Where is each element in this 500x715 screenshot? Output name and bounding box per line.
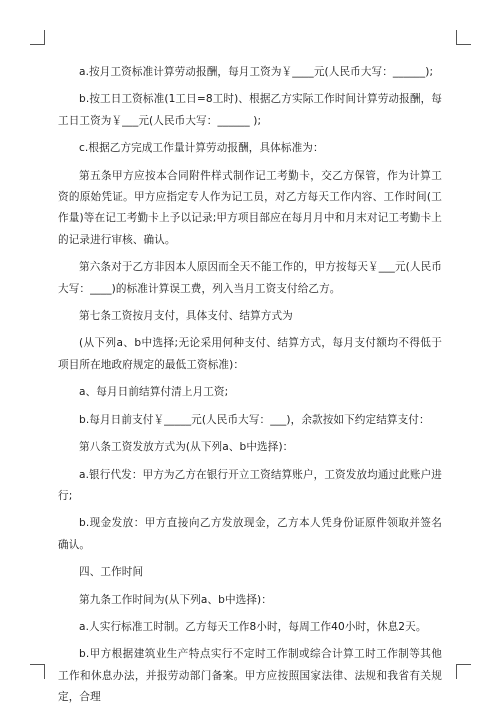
paragraph: b.甲方根据建筑业生产特点实行不定时工作制或综合计算工时工作制等其他工作和休息办法，并报劳动部门备案。甲方应按照国家法律、法规和我省有关规定，合理 bbox=[58, 648, 442, 704]
paragraph: 第五条甲方应按本合同附件样式制作记工考勤卡，交乙方保管，作为计算工资的原始凭证。甲方应指定专人作为记工员，对乙方每天工作内容、工作时间(工作量)等在记工考勤卡上予以记录;甲方项目部应在每月月中和月末对记工考勤卡上的记录进行审核、确认。 bbox=[58, 169, 442, 246]
paragraph: 第六条对于乙方非因本人原因而全天不能工作的，甲方按每天￥___元(人民币大写：____)的标准计算误工费，列入当月工资支付给乙方。 bbox=[58, 261, 442, 295]
paragraph: b.按工日工资标准(1工日=8工时)、根据乙方实际工作时间计算劳动报酬，每工日工资为￥___元(人民币大写：______ ); bbox=[58, 93, 442, 127]
paragraph: a.按月工资标准计算劳动报酬，每月工资为￥____元(人民币大写：______); bbox=[79, 66, 434, 78]
crop-mark-bottom-left bbox=[30, 664, 45, 679]
paragraph: 第八条工资发放方式为(从下列a、b中选择)： bbox=[79, 441, 294, 454]
paragraph: 第七条工资按月支付，具体支付、结算方式为 bbox=[79, 310, 293, 323]
section-heading: 四、工作时间 bbox=[79, 566, 144, 579]
paragraph: a、每月日前结算付清上月工资; bbox=[79, 386, 229, 399]
paragraph: b.每月日前支付￥_____元(人民币大写：___)，余款按如下约定结算支付： bbox=[79, 413, 430, 426]
paragraph: 第九条工作时间为(从下列a、b中选择)： bbox=[79, 593, 272, 606]
crop-mark-bottom-right bbox=[456, 664, 471, 679]
crop-mark-top-right bbox=[456, 30, 471, 45]
paragraph: c.根据乙方完成工作量计算劳动报酬，具体标准为： bbox=[79, 142, 324, 155]
paragraph: b.现金发放：甲方直接向乙方发放现金，乙方本人凭身份证原件领取并签名确认。 bbox=[58, 517, 442, 551]
paragraph: a.银行代发：甲方为乙方在银行开立工资结算账户，工资发放均通过此账户进行; bbox=[58, 468, 442, 502]
paragraph: a.人实行标准工时制。乙方每天工作8小时，每周工作40小时，休息2天。 bbox=[79, 620, 427, 633]
paragraph: (从下列a、b中选择;无论采用何种支付、结算方式，每月支付额均不得低于项目所在地政府规定的最低工资标准)： bbox=[58, 337, 442, 371]
document-page bbox=[58, 62, 442, 715]
crop-mark-top-left bbox=[30, 30, 45, 45]
